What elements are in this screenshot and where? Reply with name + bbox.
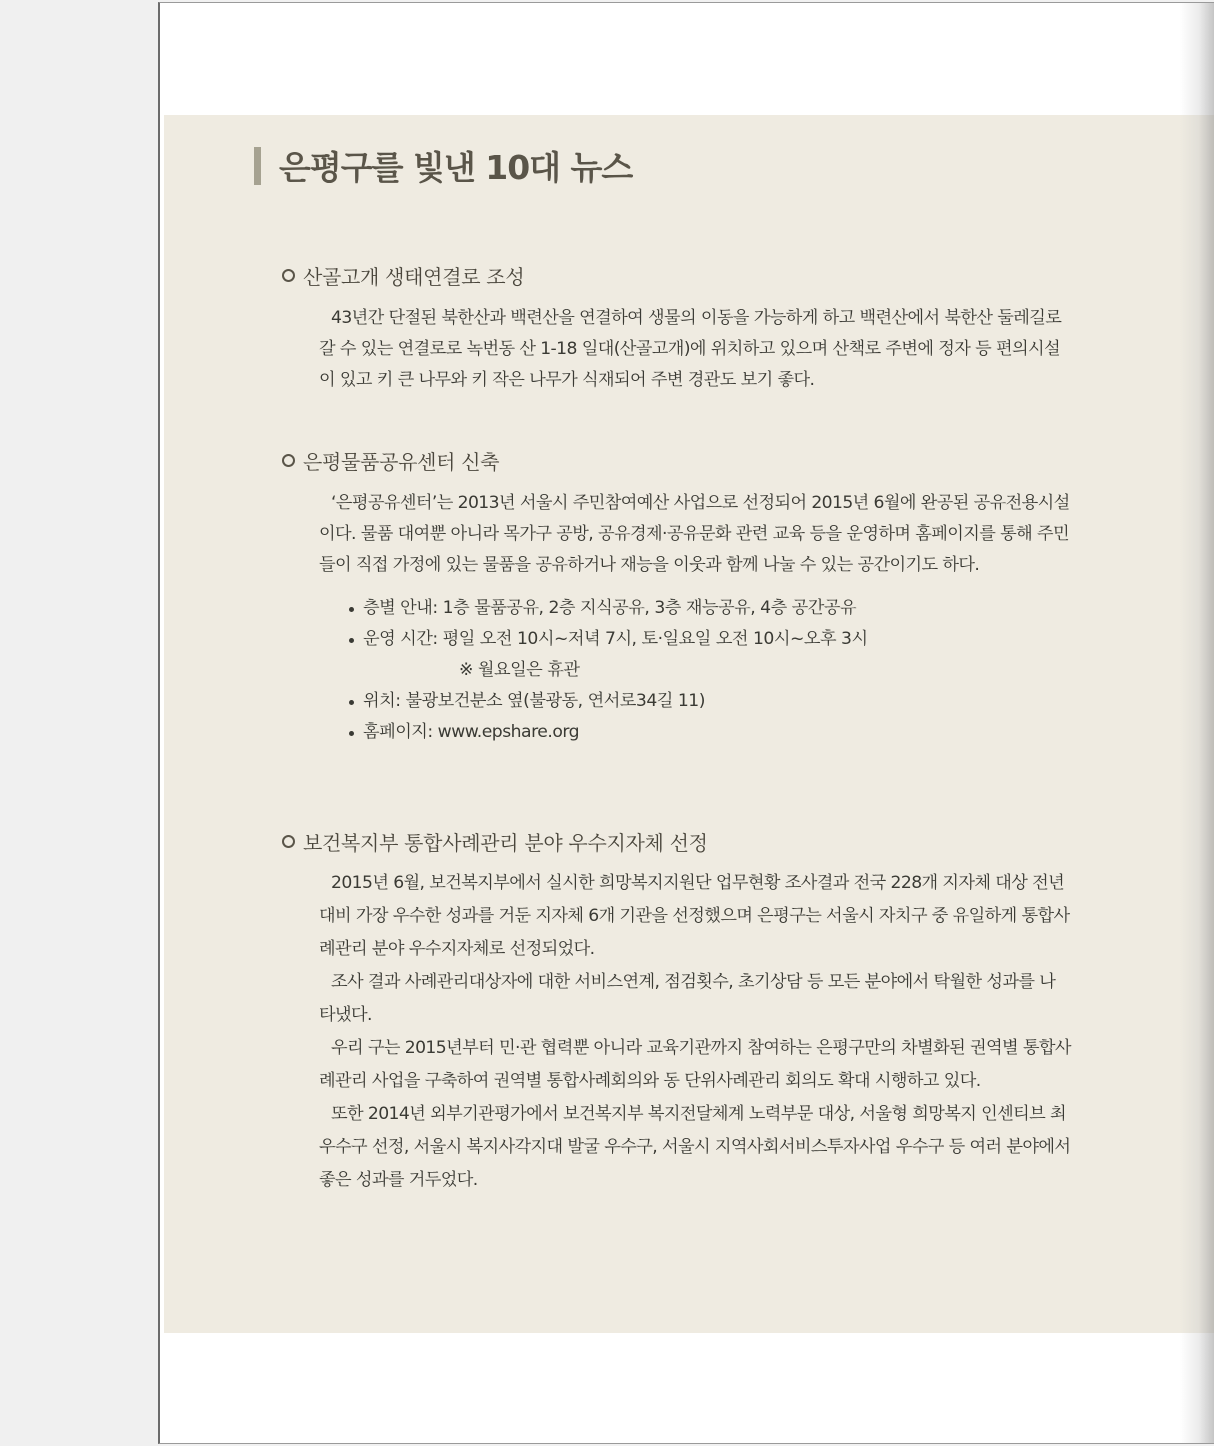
bullet-dot-icon	[349, 731, 354, 736]
content-panel	[164, 115, 1214, 1333]
section-header	[279, 827, 1079, 857]
document-page	[158, 2, 1214, 1444]
section-paragraph: 조사 결과 사례관리대상자에 대한 서비스연계, 점검횟수, 초기상담 등 모든 분야에서 탁월한 성과를 나타냈다.	[319, 972, 1056, 1025]
circle-bullet-icon	[282, 835, 295, 848]
section-ecological-bridge	[279, 261, 1079, 396]
info-list-item	[279, 593, 1079, 624]
info-list-item	[279, 717, 1079, 748]
page-title: 은평구를 빛낸 10대 뉴스	[279, 148, 633, 187]
section-header	[279, 261, 1079, 291]
bullet-dot-icon	[349, 700, 354, 705]
viewer-background	[0, 0, 158, 1446]
info-floor-guide: 층별 안내: 1층 물품공유, 2층 지식공유, 3층 재능공유, 4층 공간공유	[363, 598, 857, 618]
circle-bullet-icon	[282, 269, 295, 282]
section-paragraph: 2015년 6월, 보건복지부에서 실시한 희망복지지원단 업무현황 조사결과 전국 228개 지자체 대상 전년대비 가장 우수한 성과를 거둔 지자체 6개 기관을 선정했으며 은평구는 서울시 자치구 중 유일하게 통합사례관리 분야 우수지자체로 선정되었다.	[319, 873, 1070, 959]
section-welfare-award	[279, 827, 1079, 1197]
section-heading: 산골고개 생태연결로 조성	[303, 265, 525, 289]
section-sharing-center	[279, 446, 1079, 748]
bullet-dot-icon	[349, 607, 354, 612]
circle-bullet-icon	[282, 454, 295, 467]
info-location: 위치: 불광보건분소 옆(불광동, 연서로34길 11)	[363, 691, 705, 711]
section-heading: 보건복지부 통합사례관리 분야 우수지자체 선정	[303, 831, 708, 855]
section-paragraph: ‘은평공유센터’는 2013년 서울시 주민참여예산 사업으로 선정되어 2015년 6월에 완공된 공유전용시설이다. 물품 대여뿐 아니라 목가구 공방, 공유경제·공유문화 관련 교육 등을 운영하며 홈페이지를 통해 주민들이 직접 가정에 있는 물품을 공유하거나 재능을 이웃과 함께 나눌 수 있는 공간이기도 하다.	[319, 493, 1070, 575]
bullet-dot-icon	[349, 638, 354, 643]
section-paragraph: 또한 2014년 외부기관평가에서 보건복지부 복지전달체계 노력부문 대상, 서울형 희망복지 인센티브 최우수구 선정, 서울시 복지사각지대 발굴 우수구, 서울시 지역사회서비스투자사업 우수구 등 여러 분야에서 좋은 성과를 거두었다.	[319, 1104, 1071, 1190]
info-note: ※ 월요일은 휴관	[459, 660, 580, 680]
section-header	[279, 446, 1079, 476]
info-list-item	[279, 624, 1079, 655]
section-heading: 은평물품공유센터 신축	[303, 450, 500, 474]
info-list-item	[279, 686, 1079, 717]
info-hours: 운영 시간: 평일 오전 10시~저녁 7시, 토·일요일 오전 10시~오후 3시	[363, 629, 868, 649]
title-accent-bar	[254, 147, 261, 185]
section-paragraph: 43년간 단절된 북한산과 백련산을 연결하여 생물의 이동을 가능하게 하고 백련산에서 북한산 둘레길로 갈 수 있는 연결로로 녹번동 산 1-18 일대(산골고개)에 위치하고 있으며 산책로 주변에 정자 등 편의시설이 있고 키 큰 나무와 키 작은 나무가 식재되어 주변 경관도 보기 좋다.	[319, 308, 1062, 390]
info-homepage: 홈페이지: www.epshare.org	[363, 722, 580, 742]
section-paragraph: 우리 구는 2015년부터 민·관 협력뿐 아니라 교육기관까지 참여하는 은평구만의 차별화된 권역별 통합사례관리 사업을 구축하여 권역별 통합사례회의와 동 단위사례관리 회의도 확대 시행하고 있다.	[319, 1038, 1071, 1091]
info-list	[279, 593, 1079, 748]
